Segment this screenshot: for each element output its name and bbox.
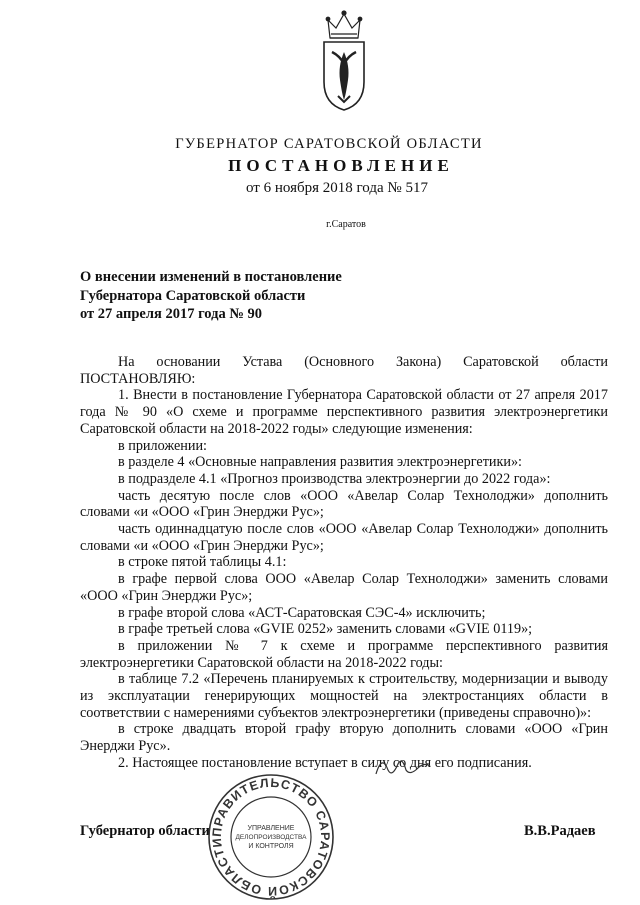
body-paragraph: 1. Внести в постановление Губернатора Саратовской области от 27 апреля 2017 года № 90 «О схеме и программе перспективного развития электроэнергетики Саратовской области на 2018-2022 годы» следующие изменения: — [80, 387, 608, 437]
authority-title: ГУБЕРНАТОР САРАТОВСКОЙ ОБЛАСТИ — [175, 136, 483, 152]
subject-line: от 27 апреля 2017 года № 90 — [80, 306, 263, 322]
body-paragraph: часть десятую после слов «ООО «Авелар Солар Технолоджи» дополнить словами «и «ООО «Грин Энерджи Рус»; — [80, 487, 608, 521]
coat-of-arms-icon — [316, 8, 372, 112]
body-paragraph: в строке пятой таблицы 4.1: — [118, 554, 287, 571]
subject-line: Губернатора Саратовской области — [80, 287, 306, 304]
body-paragraph: в графе третьей слова «GVIE 0252» заменить словами «GVIE 0119»; — [118, 621, 533, 638]
stamp-center-text: И КОНТРОЛЯ — [248, 843, 294, 850]
body-paragraph: в таблице 7.2 «Перечень планируемых к строительству, модернизации и выводу из эксплуатации генерирующих мощностей на электростанциях области в соответствии с намерениями субъектов электроэнергетики (приведены справочно)»: — [80, 671, 608, 721]
document-type: ПОСТАНОВЛЕНИЕ — [228, 156, 454, 175]
body-paragraph: На основании Устава (Основного Закона) Саратовской области ПОСТАНОВЛЯЮ: — [80, 354, 608, 387]
stamp-center-text: ДЕЛОПРОИЗВОДСТВА — [235, 834, 307, 841]
body-paragraph: в приложении: — [118, 437, 207, 454]
document-date-number: от 6 ноября 2018 года № 517 — [246, 180, 428, 196]
body-paragraph: в приложении № 7 к схеме и программе перспективного развития электроэнергетики Саратовской области на 2018-2022 годы: — [80, 637, 608, 671]
document-subject — [80, 268, 342, 324]
handwritten-signature — [372, 750, 432, 780]
subject-line: О внесении изменений в постановление — [80, 269, 342, 285]
stamp-center-text: УПРАВЛЕНИЕ — [247, 825, 295, 832]
document-body — [80, 354, 608, 772]
body-paragraph: в графе второй слова «АСТ-Саратовская СЭС-4» исключить; — [118, 604, 486, 621]
signatory-name: В.В.Радаев — [524, 823, 596, 839]
body-paragraph: в разделе 4 «Основные направления развития электроэнергетики»: — [118, 454, 523, 471]
signatory-position: Губернатор области — [80, 823, 210, 839]
body-paragraph: в графе первой слова ООО «Авелар Солар Технолоджи» заменить словами «ООО «Грин Энерджи Рус»; — [80, 571, 608, 604]
body-paragraph: в подразделе 4.1 «Прогноз производства электроэнергии до 2022 года»: — [118, 470, 551, 487]
body-paragraph: часть одиннадцатую после слов «ООО «Авелар Солар Технолоджи» дополнить словами «и «ООО «Грин Энерджи Рус»; — [80, 521, 608, 554]
document-city: г.Саратов — [326, 219, 366, 230]
body-paragraph: в строке двадцать второй графу вторую дополнить словами «ООО «Грин Энерджи Рус». — [80, 721, 608, 755]
stamp-ring-text: ПРАВИТЕЛЬСТВО САРАТОВСКОЙ ОБЛАСТИ — [209, 775, 333, 899]
body-paragraph: 2. Настоящее постановление вступает в силу со дня его подписания. — [118, 754, 532, 771]
official-stamp — [206, 772, 336, 902]
